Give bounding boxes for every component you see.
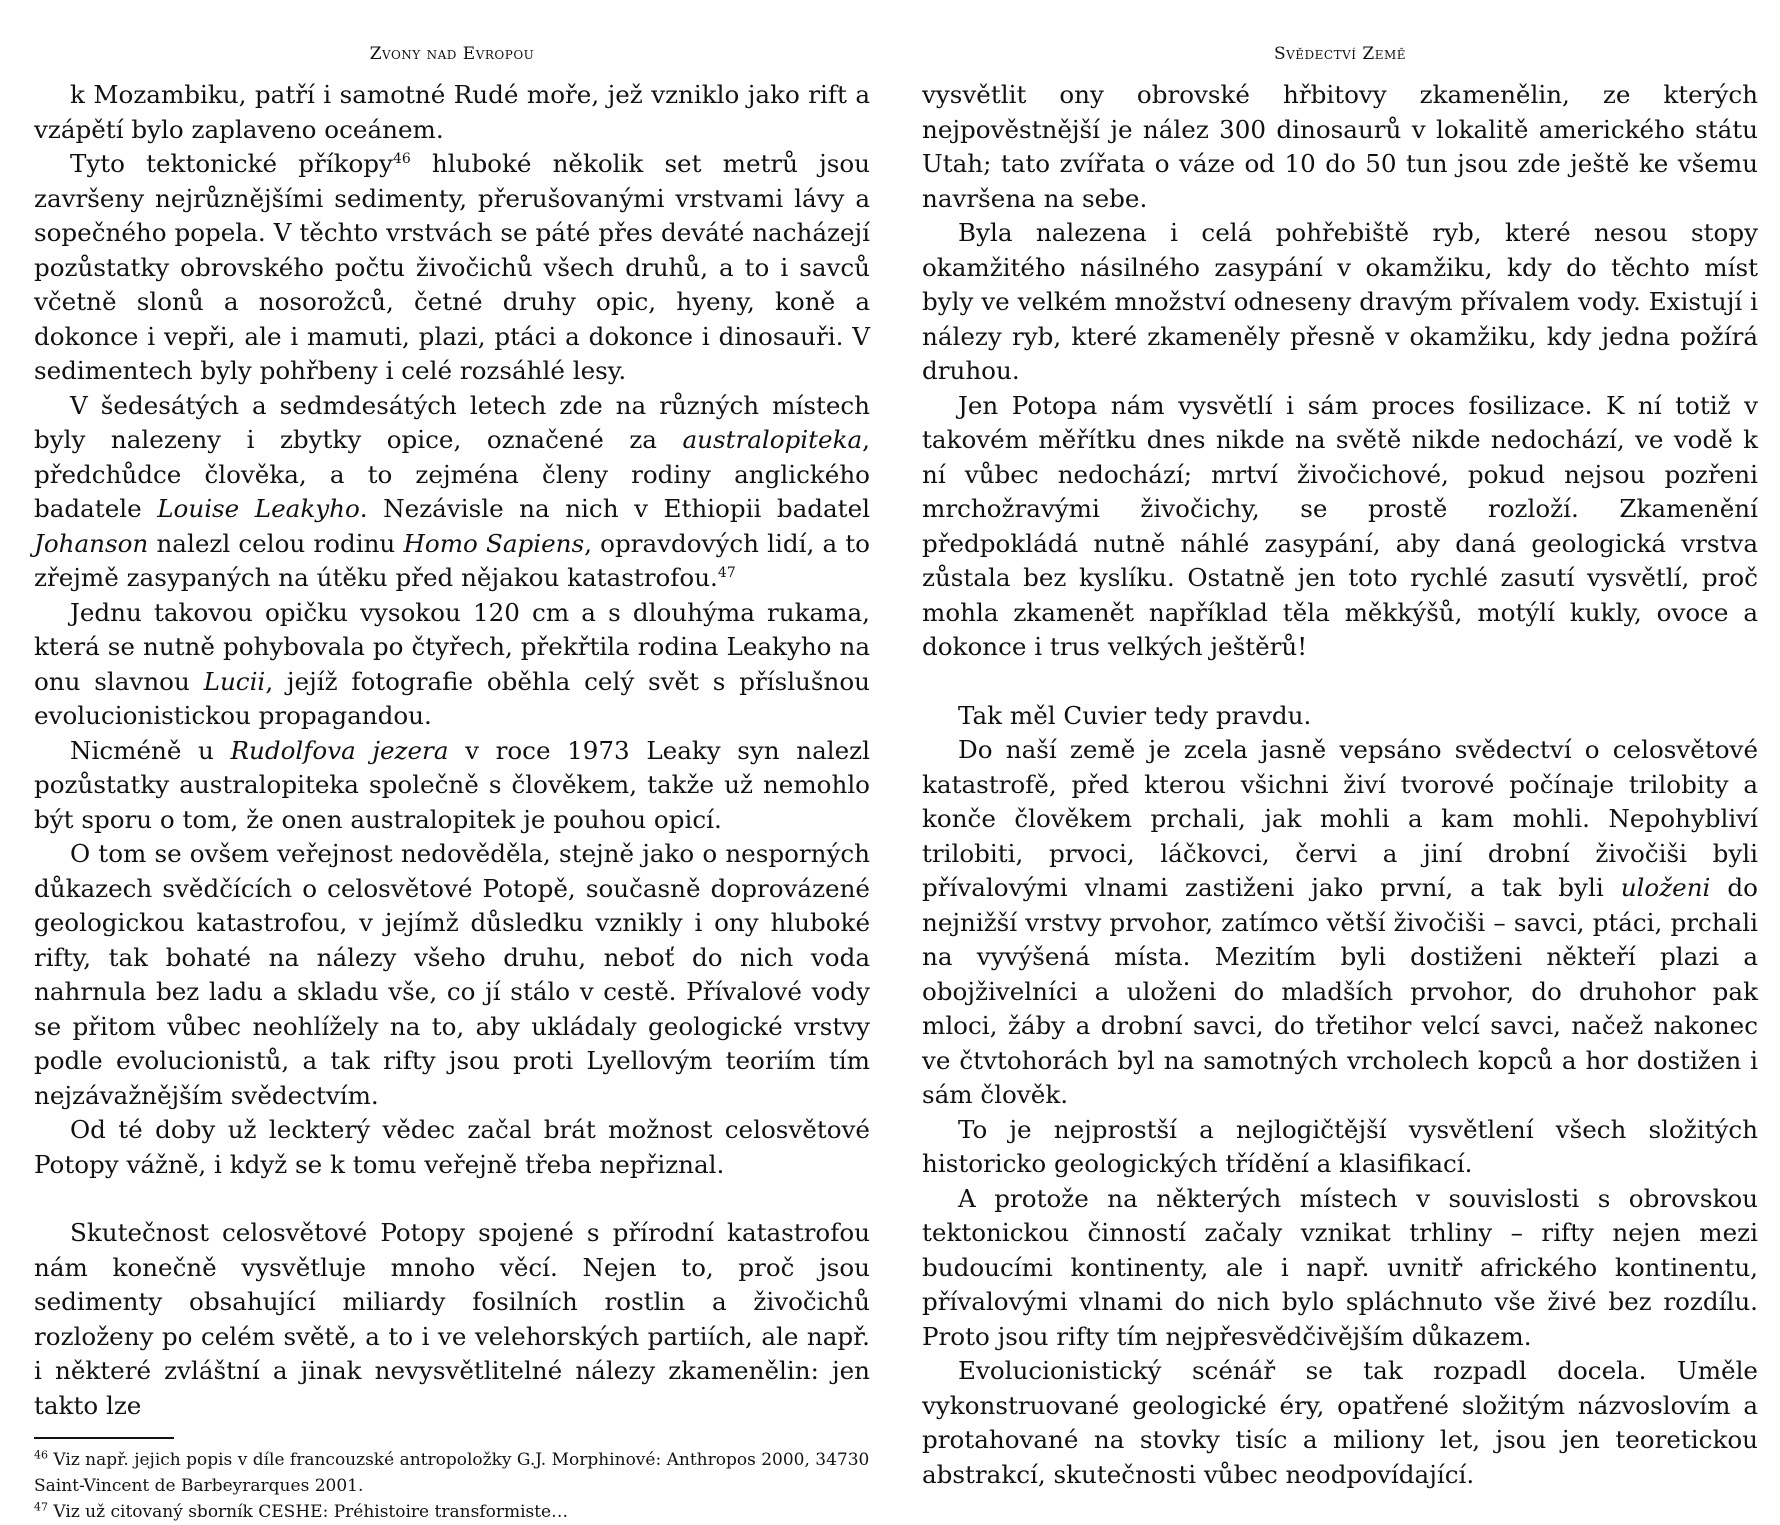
- footnote-number: 47: [34, 1500, 48, 1514]
- text-run: Jen Potopa nám vysvětlí i sám proces fosilizace. K ní totiž v takovém měřítku dnes nikde na světě nikde nedochází, ve vodě k ní vůbec nedochází; mrtví živočichové, pokud nejsou pozřeni mrchožravými živočichy, se prostě rozloží. Zkamenění předpokládá nutně náhlé zasypání, aby daná geologická vrstva zůstala bez kyslíku. Ostatně jen toto rychlé zasutí vysvětlí, proč mohla zkamenět například těla měkkýšů, motýlí kukly, ovoce a dokonce i trus velkých ještěrů!: [922, 390, 1758, 661]
- text-run: A protože na některých místech v souvislosti s obrovskou tektonickou činností začaly vznikat trhliny – rifty nejen mezi budoucími kontinenty, ale i např. uvnitř afrického kontinentu, přívalovými vlnami do nich bylo spláchnuto vše živé bez rozdílu. Proto jsou rifty tím nejpřesvědčivějším důkazem.: [922, 1183, 1758, 1351]
- footnote-rule: [34, 1437, 174, 1439]
- text-run: Byla nalezena i celá pohřebiště ryb, které nesou stopy okamžitého násilného zasypání v okamžiku, kdy do těchto míst byly ve velkém množství odneseny dravým přívalem vody. Existují i nálezy ryb, které zkameněly přesně v okamžiku, kdy jedna požírá druhou.: [922, 218, 1758, 385]
- text-run: Od té doby už leckterý vědec začal brát možnost celosvětové Potopy vážně, i když se k tomu veřejně třeba nepřiznal.: [34, 1115, 870, 1179]
- text-run: Skutečnost celosvětové Potopy spojené s přírodní katastrofou nám konečně vysvětluje mnoho věcí. Nejen to, proč jsou sedimenty obsahující miliardy fosilních rostlin a živočichů rozloženy po celém světě, a to i ve velehorských partiích, ale např. i některé zvláštní a jinak nevysvětlitelné nálezy zkamenělin: jen takto lze: [34, 1218, 870, 1420]
- text-run: V šedesátých a sedmdesátých letech zde na různých místech byly nalezeny i zbytky opice, označené za: [34, 390, 870, 454]
- text-run: O tom se ovšem veřejnost nedověděla, stejně jako o nesporných důkazech svědčících o celosvětové Potopě, současně doprovázené geologickou katastrofou, v jejímž důsledku vznikly i ony hluboké rifty, tak bohaté na nálezy všeho druhu, neboť do nich voda nahrnula bez ladu a skladu vše, co jí stálo v cestě. Přívalové vody se přitom vůbec neohlížely na to, aby ukládaly geologické vrstvy podle evolucionistů, a tak rifty jsou proti Lyellovým teoriím tím nejzávažnějším svědectvím.: [34, 839, 870, 1110]
- paragraph: [922, 389, 1758, 665]
- paragraph: [34, 78, 870, 147]
- paragraph: [34, 596, 870, 734]
- paragraph: [34, 1113, 870, 1182]
- footnotes: [34, 1447, 870, 1525]
- left-page: [34, 0, 871, 1522]
- text-run: do nejnižší vrstvy prvohor, zatímco větší živočiši – savci, ptáci, prchali na vyvýšená místa. Mezitím byli dostiženi někteří plazi a obojživelníci a uloženi do mladších prvohor, do druhohor pak mloci, žáby a drobní savci, do třetihor velcí savci, načež nakonec ve čtvtohorách byl na samotných vrcholech kopců a hor dostižen i sám člověk.: [922, 873, 1758, 1109]
- text-run: Nicméně u: [70, 735, 231, 765]
- paragraph: [922, 78, 1758, 216]
- paragraph: [34, 1216, 870, 1423]
- paragraph: [922, 216, 1758, 389]
- text-run: k Mozambiku, patří i samotné Rudé moře, jež vzniklo jako rift a vzápětí bylo zaplaveno oceánem.: [34, 80, 870, 144]
- footnote-ref: 47: [717, 564, 736, 581]
- paragraph: [922, 733, 1758, 1113]
- paragraph: [922, 699, 1758, 734]
- text-run: v roce 1973 Leaky syn nalezl pozůstatky australopiteka společně s člověkem, takže už nemohlo být sporu o tom, že onen australopitek je pouhou opicí.: [34, 735, 871, 834]
- text-run: Evolucionistický scénář se tak rozpadl docela. Uměle vykonstruované geologické éry, opatřené složitým názvoslovím a protahované na stovky tisíc a miliony let, jsou jen teoretickou abstrakcí, skutečnosti vůbec neodpovídající.: [922, 1356, 1758, 1489]
- paragraph: [34, 837, 870, 1113]
- right-page: [922, 0, 1758, 1500]
- text-run: , předchůdce člověka, a to zejména členy rodiny anglického badatele: [34, 425, 870, 523]
- text-run: hluboké několik set metrů jsou završeny nejrůznějšími sedimenty, přerušovanými vrstvami lávy a sopečného popela. V těchto vrstvách se páté přes deváté nacházejí pozůstatky obrovského počtu živočichů všech druhů, a to i savců včetně slonů a nosorožců, četné druhy opic, hyeny, koně a dokonce i vepři, ale i mamuti, plazi, ptáci a dokonce i dinosauři. V sedimentech byly pohřbeny i celé rozsáhlé lesy.: [34, 149, 871, 385]
- text-run: Do naší země je zcela jasně vepsáno svědectví o celosvětové katastrofě, před kterou všichni živí tvorové počínaje trilobity a konče člověkem prchali, jak mohli a kam mohli. Nepohybliví trilobiti, prvoci, láčkovci, červi a jiní drobní živočiši byli přívalovými vlnami zastiženi jako první, a tak byli: [922, 735, 1758, 902]
- italic-text: uloženi: [1620, 873, 1711, 902]
- footnote: [34, 1447, 870, 1499]
- left-body-text: [34, 78, 870, 1423]
- footnote-ref: 46: [392, 150, 411, 167]
- running-head: Zvony nad Evropou: [369, 44, 535, 64]
- footnote-text: Viz už citovaný sborník CESHE: Préhistoire transformiste…: [48, 1502, 569, 1522]
- paragraph: [34, 389, 870, 596]
- text-run: Tyto tektonické příkopy: [70, 149, 393, 178]
- italic-text: Louise Leakyho: [157, 494, 360, 523]
- italic-text: Johanson: [34, 528, 149, 558]
- text-run: nalezl celou rodinu: [148, 528, 404, 558]
- text-run: vysvětlit ony obrovské hřbitovy zkamenělin, ze kterých nejpověstnější je nález 300 dinosaurů v lokalitě amerického státu Utah; tato zvířata o váze od 10 do 50 tun jsou zde ještě ke všemu navršena na sebe.: [922, 80, 1758, 213]
- paragraph: [922, 1354, 1758, 1492]
- paragraph: [922, 1182, 1758, 1355]
- text-run: To je nejprostší a nejlogičtější vysvětlení všech složitých historicko geologických třídění a klasifikací.: [922, 1114, 1758, 1178]
- text-run: Tak měl Cuvier tedy pravdu.: [958, 700, 1312, 730]
- text-run: Jednu takovou opičku vysokou 120 cm a s dlouhýma rukama, která se nutně pohybovala po čtyřech, překřtila rodina Leakyho na onu slavnou: [34, 597, 870, 696]
- footnote: [34, 1499, 870, 1525]
- right-body-text: [922, 78, 1758, 1492]
- italic-text: Lucii: [203, 666, 266, 696]
- italic-text: Rudolfova jezera: [230, 735, 449, 765]
- text-run: , opravdových lidí, a to zřejmě zasypaných na útěku před nějakou katastrofou.: [34, 528, 870, 592]
- paragraph: [34, 147, 870, 389]
- footnote-number: 46: [34, 1448, 48, 1462]
- paragraph: [34, 734, 870, 838]
- text-run: . Nezávisle na nich v Ethiopii badatel: [359, 494, 870, 523]
- running-head: Svědectví Země: [1273, 44, 1407, 64]
- italic-text: australopiteka: [682, 425, 863, 454]
- paragraph: [922, 1113, 1758, 1182]
- italic-text: Homo Sapiens: [403, 528, 585, 558]
- text-run: , jejíž fotografie oběhla celý svět s příslušnou evolucionistickou propagandou.: [34, 666, 871, 730]
- footnote-text: Viz např. jejich popis v díle francouzské antropoložky G.J. Morphinové: Anthropos 2000, 34730 Saint-Vincent de Barbeyrarques 2001.: [34, 1450, 870, 1496]
